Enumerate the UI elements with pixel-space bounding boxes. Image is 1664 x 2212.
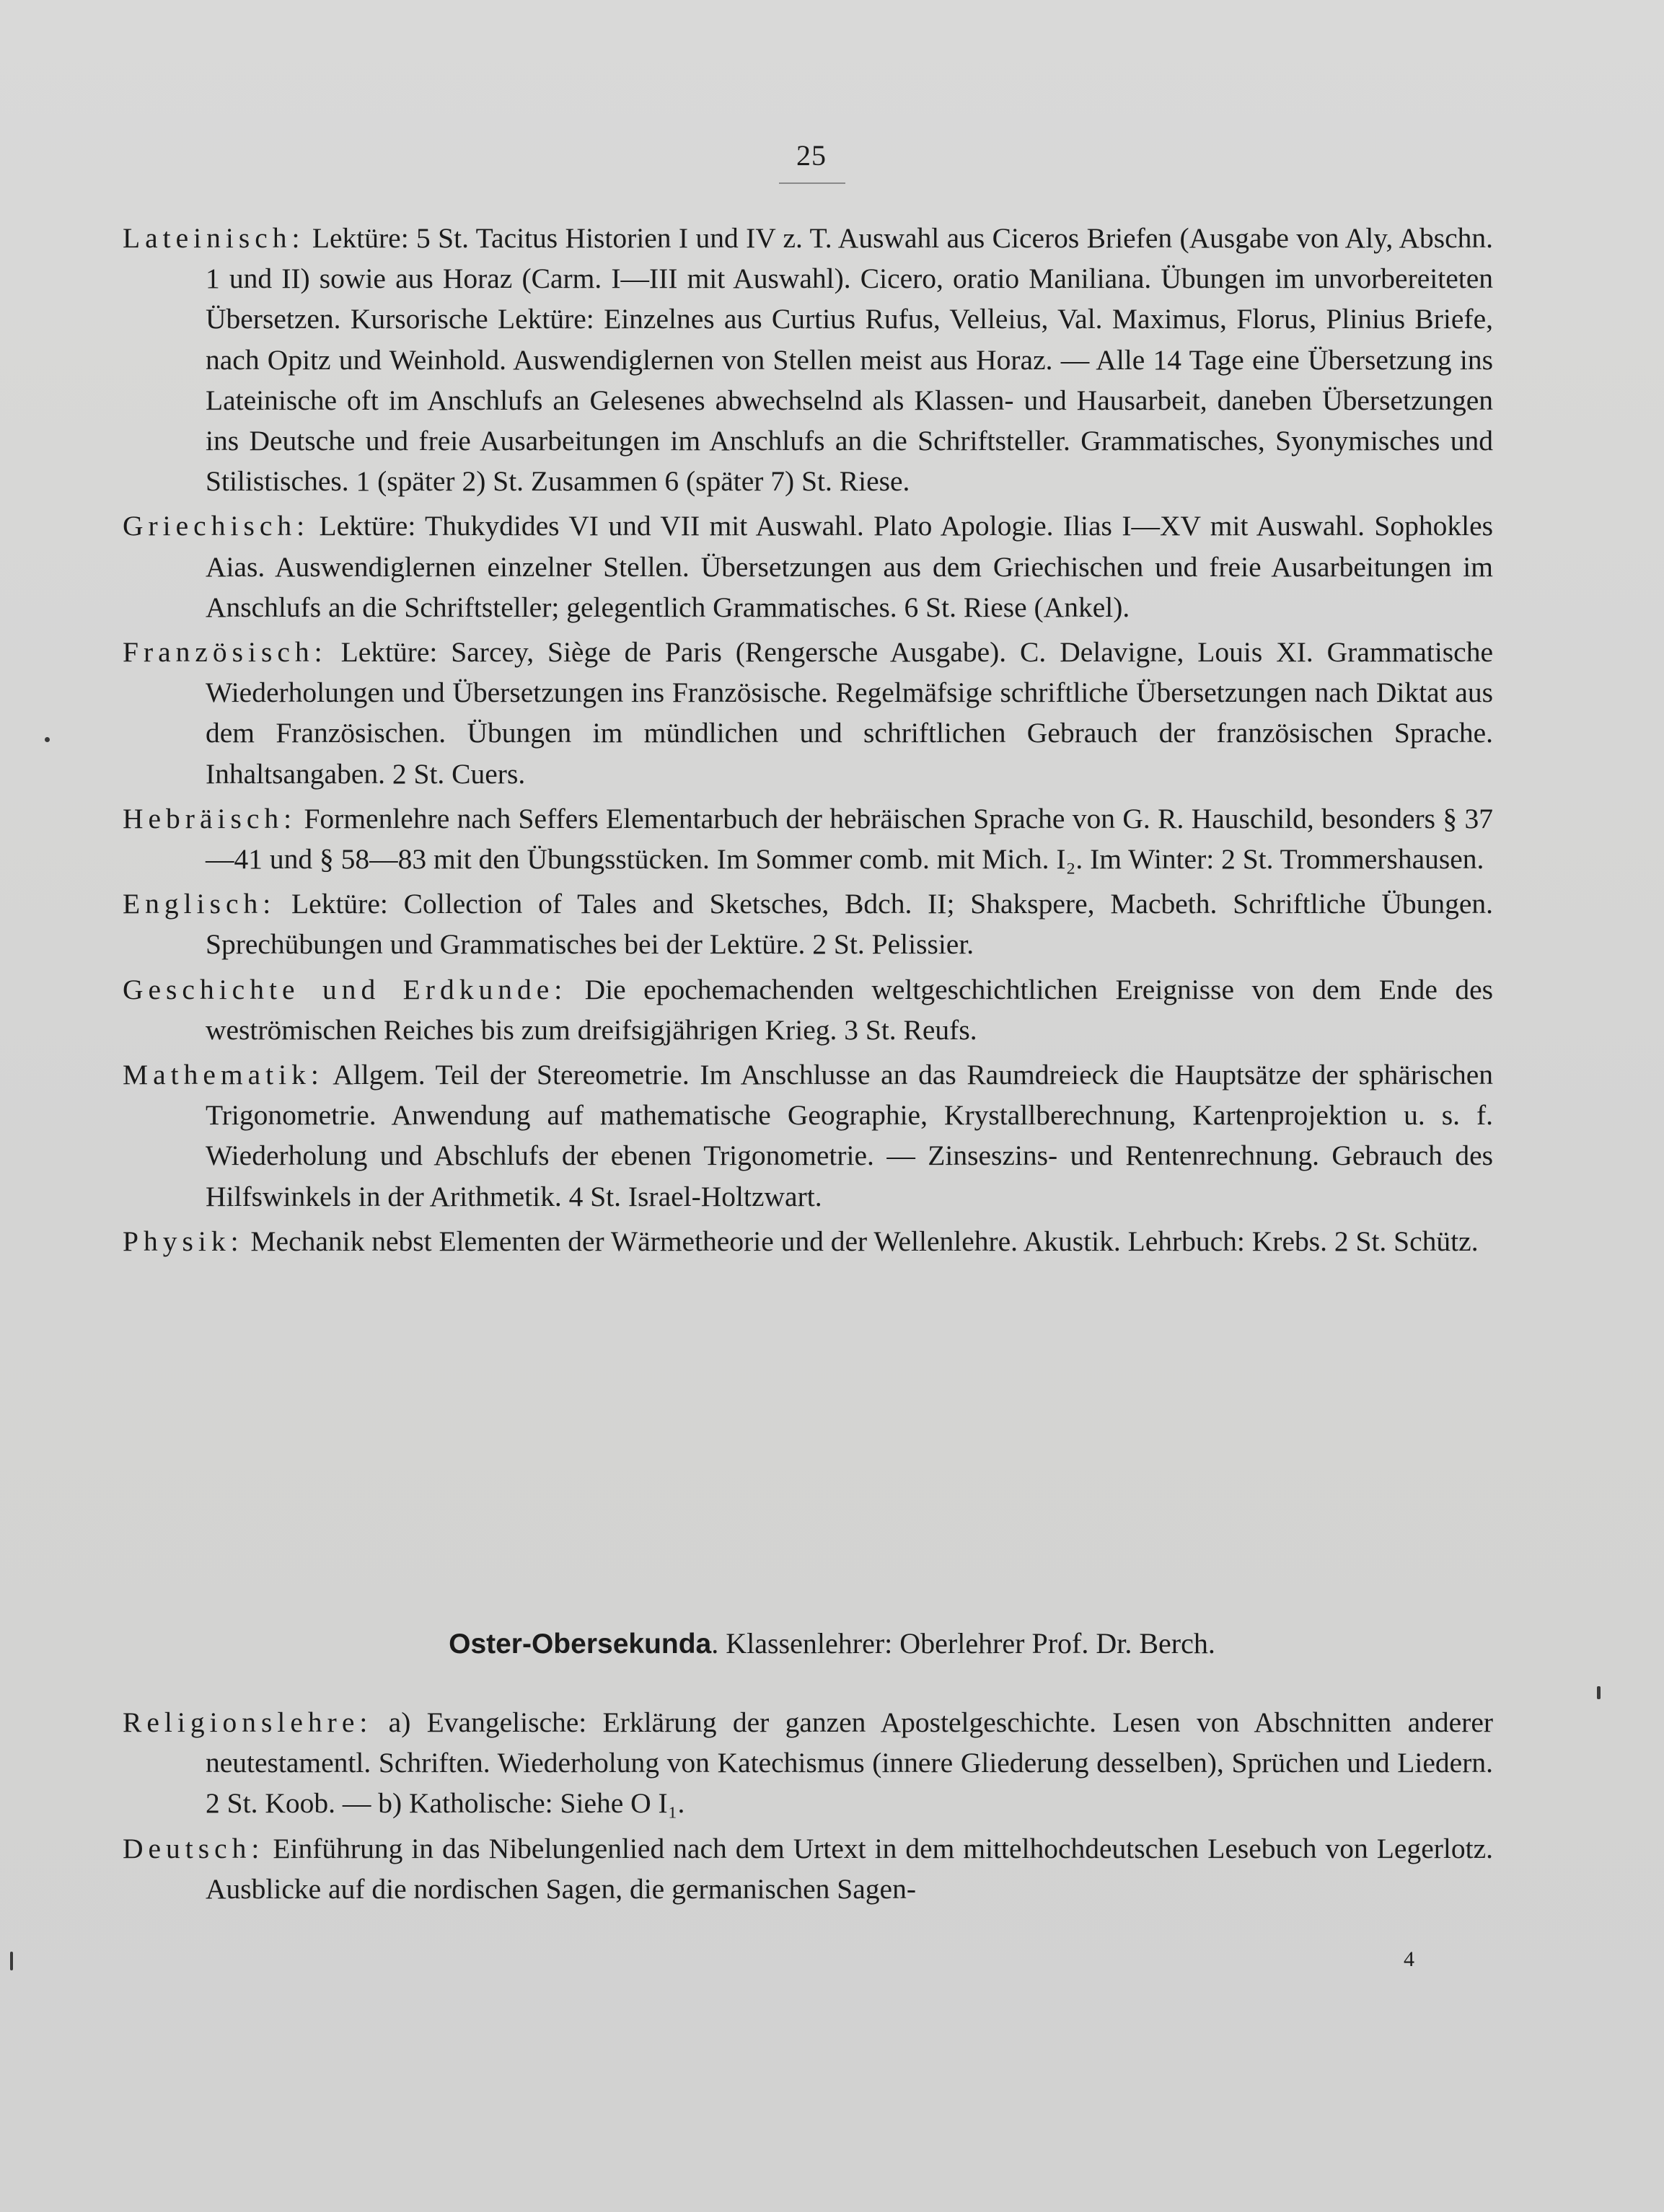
entry-label: Lateinisch: — [123, 222, 305, 254]
entry-physics — [123, 1221, 1493, 1261]
entry-german — [123, 1828, 1493, 1909]
entry-religion — [123, 1702, 1493, 1824]
entry-text: Lektüre: Thukydides VI und VII mit Auswahl. Plato Apologie. Ilias I—XV mit Auswahl. Sophokles Aias. Auswendiglernen einzelner Stellen. Übersetzungen aus dem Griechischen und freie Ausarbeitungen im Anschlufs an die Schriftsteller; gelegentlich Grammatisches. 6 St. Riese (Ankel). — [206, 510, 1493, 623]
entry-history-geography — [123, 969, 1493, 1050]
page-number: 25 — [796, 139, 827, 172]
entry-text: Die epochemachenden weltgeschichtlichen Ereignisse von dem Ende des weströmischen Reiches bis zum dreifsigjährigen Krieg. 3 St. Reufs. — [206, 973, 1493, 1046]
subject-list-lower — [123, 1702, 1493, 1913]
print-speck — [45, 737, 50, 742]
entry-latin — [123, 218, 1493, 501]
entry-label: Hebräisch: — [123, 802, 297, 834]
entry-text: Lektüre: Sarcey, Siège de Paris (Rengersche Ausgabe). C. Delavigne, Louis XI. Grammatische Wiederholungen und Übersetzungen ins Französische. Regelmäfsige schriftliche Übersetzungen nach Diktat aus dem Französischen. Übungen im mündlichen und schriftlichen Gebrauch der französischen Sprache. Inhaltsangaben. 2 St. Cuers. — [206, 636, 1493, 790]
entry-text: Formenlehre nach Seffers Elementarbuch der hebräischen Sprache von G. R. Hauschild, besonders § 37—41 und § 58—83 mit den Übungsstücken. Im Sommer comb. mit Mich. I₂. Im Winter: 2 St. Trommershausen. — [206, 802, 1493, 876]
entry-french — [123, 632, 1493, 794]
print-speck — [10, 1952, 13, 1970]
entry-label: Physik: — [123, 1225, 244, 1257]
page-number-rule — [779, 182, 845, 184]
entry-text: a) Evangelische: Erklärung der ganzen Apostelgeschichte. Lesen von Abschnitten anderer neutestamentl. Schriften. Wiederholung von Katechismus (innere Gliederung desselben), Sprüchen und Liedern. 2 St. Koob. — b) Katholische: Siehe O I₁. — [206, 1706, 1493, 1820]
subject-list-upper — [123, 218, 1493, 1266]
entry-label: Geschichte und Erdkunde: — [123, 973, 568, 1005]
entry-label: Religionslehre: — [123, 1706, 373, 1738]
entry-text: Mechanik nebst Elementen der Wärmetheorie und der Wellenlehre. Akustik. Lehrbuch: Krebs. 2 St. Schütz. — [243, 1225, 1479, 1257]
sheet-signature: 4 — [1404, 1947, 1414, 1971]
entry-label: Deutsch: — [123, 1832, 265, 1864]
entry-greek — [123, 506, 1493, 627]
class-heading-rest: . Klassenlehrer: Oberlehrer Prof. Dr. Berch. — [711, 1627, 1215, 1660]
entry-label: Mathematik: — [123, 1059, 324, 1091]
entry-text: Lektüre: Collection of Tales and Sketsches, Bdch. II; Shakspere, Macbeth. Schriftliche Übungen. Sprechübungen und Grammatisches bei der Lektüre. 2 St. Pelissier. — [206, 888, 1493, 961]
entry-label: Griechisch: — [123, 510, 310, 542]
entry-hebrew — [123, 798, 1493, 879]
entry-label: Englisch: — [123, 888, 276, 920]
entry-text: Einführung in das Nibelungenlied nach dem Urtext in dem mittelhochdeutschen Lesebuch von Legerlotz. Ausblicke auf die nordischen Sagen, die germanischen Sagen- — [206, 1832, 1493, 1905]
entry-text: Allgem. Teil der Stereometrie. Im Anschlusse an das Raumdreieck die Hauptsätze der sphärischen Trigonometrie. Anwendung auf mathematische Geographie, Krystallberechnung, Kartenprojektion u. s. f. Wiederholung und Abschlufs der ebenen Trigonometrie. — Zinseszins- und Rentenrechnung. Gebrauch des Hilfswinkels in der Arithmetik. 4 St. Israel-Holtzwart. — [206, 1059, 1493, 1212]
class-heading-title: Oster-Obersekunda — [449, 1629, 712, 1660]
entry-text: Lektüre: 5 St. Tacitus Historien I und IV z. T. Auswahl aus Ciceros Briefen (Ausgabe von Aly, Abschn. 1 und II) sowie aus Horaz (Carm. I—III mit Auswahl). Cicero, oratio Maniliana. Übungen im unvorbereiteten Übersetzen. Kursorische Lektüre: Einzelnes aus Curtius Rufus, Velleius, Val. Maximus, Florus, Plinius Briefe, nach Opitz und Weinhold. Auswendiglernen von Stellen meist aus Horaz. — Alle 14 Tage eine Übersetzung ins Lateinische oft im Anschlufs an Gelesenes abwechselnd als Klassen- und Hausarbeit, daneben Übersetzungen ins Deutsche und freie Ausarbeitungen im Anschlufs an die Schriftsteller. Grammatisches, Syonymisches und Stilistisches. 1 (später 2) St. Zusammen 6 (später 7) St. Riese. — [206, 222, 1493, 498]
print-speck — [1597, 1686, 1601, 1699]
entry-mathematics — [123, 1054, 1493, 1217]
entry-label: Französisch: — [123, 636, 327, 669]
entry-english — [123, 884, 1493, 964]
class-heading — [0, 1626, 1664, 1660]
